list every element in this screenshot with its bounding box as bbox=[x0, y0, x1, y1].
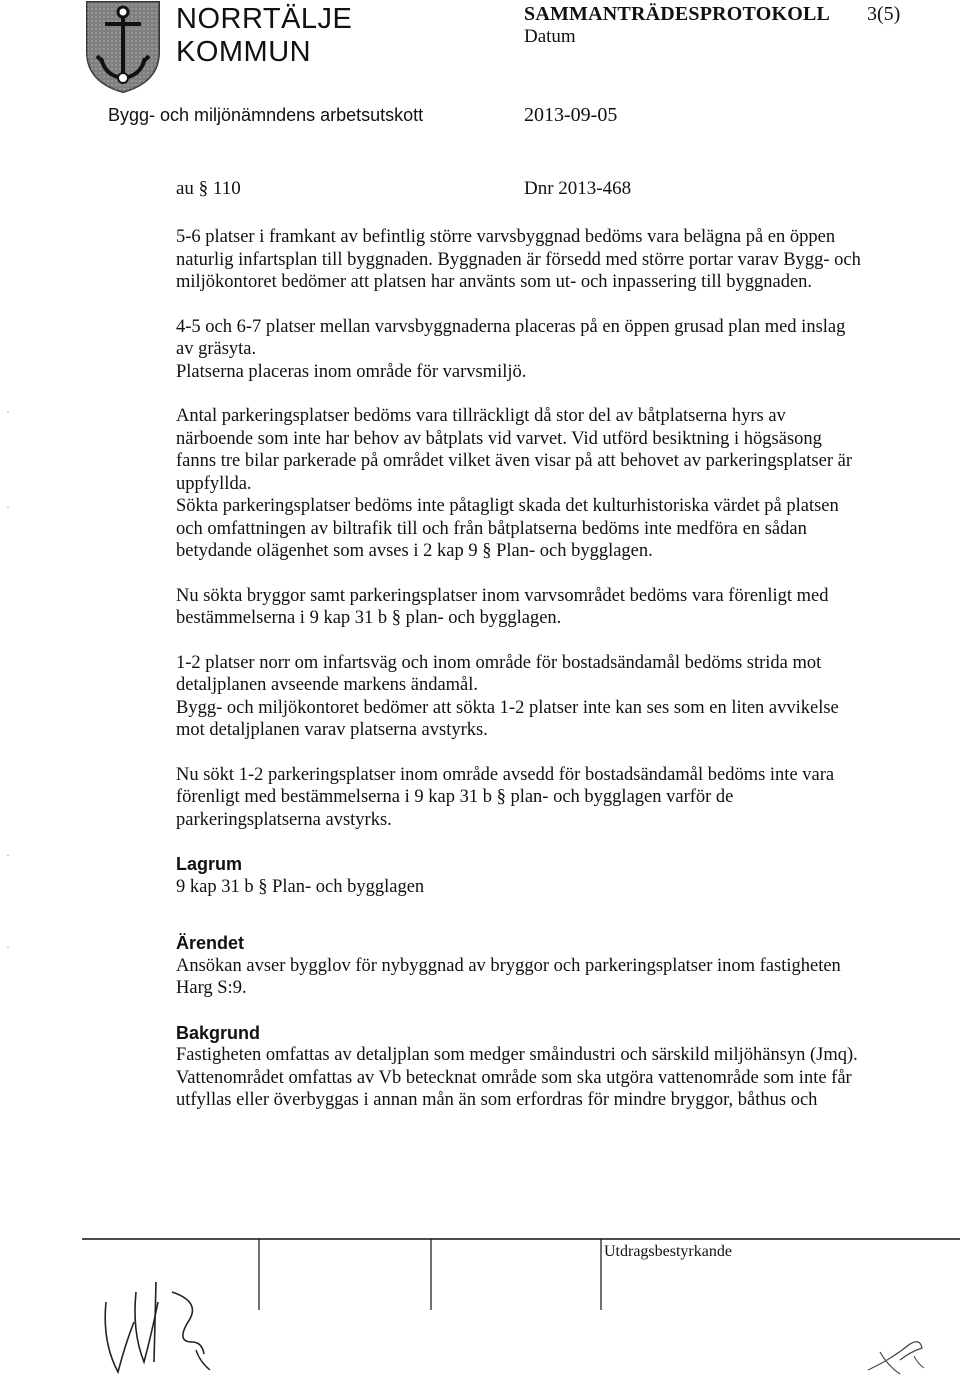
bakgrund-text: Fastigheten omfattas av detaljplan som medger småindustri och särskild miljöhänsyn (Jmq). Vattenområdet omfattas av Vb betecknat område som ska utgöra vattenområde som inte får utfyllas eller överbyggas i annan mån än som erfordras för mindre bryggor, båthus och bbox=[176, 1045, 858, 1110]
body-paragraph-4: Nu sökta bryggor samt parkeringsplatser inom varvsområdet bedöms vara förenligt med bestämmelserna i 9 kap 31 b § plan- och bygglagen. bbox=[176, 585, 829, 628]
date-value: 2013-09-05 bbox=[524, 104, 618, 126]
municipality-logo bbox=[83, 0, 163, 94]
committee-name: Bygg- och miljönämndens arbetsutskott bbox=[108, 105, 424, 125]
body-paragraph-1: 5-6 platser i framkant av befintlig större varvsbyggnad bedöms vara belägna på en öppen naturlig infartsplan till byggnaden. Byggnaden är försedd med större portar varav Bygg- och miljökontoret bedömer att platsen har använts som ut- och inpassering till byggnaden. bbox=[176, 227, 861, 292]
protocol-title: SAMMANTRÄDESPROTOKOLL bbox=[524, 3, 831, 25]
lagrum-text: 9 kap 31 b § Plan- och bygglagen bbox=[176, 876, 425, 897]
body-paragraph-3: Antal parkeringsplatser bedöms vara tillräckligt då stor del av båtplatserna hyrs av närboende som inte har behov av båtplats vid varvet. Vid utförd besiktning i högsäsong fanns tre bilar parkerade på området vilket även visar på att behovet av parkeringsplatser är uppfyllda. Sökta parkeringsplatser bedöms inte påtagligt skada det kulturhistoriska värdet på platsen och omfattningen av biltrafik till och från båtplatserna bedöms inte medföra en sådan betydande olägenhet som avses i 2 kap 9 § Plan- och bygglagen. bbox=[176, 406, 852, 561]
heading-bakgrund: Bakgrund bbox=[176, 1022, 261, 1043]
scan-mark: · bbox=[6, 405, 10, 419]
paragraph-number: au § 110 bbox=[176, 178, 241, 199]
arendet-text: Ansökan avser bygglov för nybyggnad av bryggor och parkeringsplatser inom fastigheten Harg S:9. bbox=[176, 955, 841, 998]
date-label: Datum bbox=[524, 26, 576, 47]
scan-mark: · bbox=[6, 848, 10, 862]
document-body bbox=[176, 226, 946, 1112]
heading-lagrum: Lagrum bbox=[176, 854, 243, 874]
case-number: Dnr 2013-468 bbox=[524, 178, 632, 199]
org-name-line2: KOMMUN bbox=[176, 36, 312, 68]
body-paragraph-2: 4-5 och 6-7 platser mellan varvsbyggnaderna placeras på en öppen grusad plan med inslag av gräsyta. Platserna placeras inom område för varvsmiljö. bbox=[176, 316, 846, 382]
scan-mark: · bbox=[6, 500, 10, 514]
org-name-line1: NORRTÄLJE bbox=[176, 3, 353, 35]
signature-initials-right bbox=[860, 1330, 930, 1380]
page-number: 3(5) bbox=[867, 3, 901, 25]
certification-label: Utdragsbestyrkande bbox=[604, 1243, 732, 1260]
body-paragraph-5: 1-2 platser norr om infartsväg och inom område för bostadsändamål bedöms strida mot detaljplanen avseende markens ändamål. Bygg- och miljökontoret bedömer att sökta 1-2 platser inte kan ses som en liten avvikelse mot detaljplanen varav platserna avstyrks. bbox=[176, 652, 839, 740]
scan-mark: · bbox=[6, 940, 10, 954]
body-paragraph-6: Nu sökt 1-2 parkeringsplatser inom område avsedd för bostadsändamål bedöms inte vara förenligt med bestämmelserna i 9 kap 31 b § plan- och bygglagen varför de parkeringsplatserna avstyrks. bbox=[176, 764, 835, 830]
heading-arendet: Ärendet bbox=[176, 933, 245, 953]
signature-initials-left bbox=[92, 1262, 222, 1380]
